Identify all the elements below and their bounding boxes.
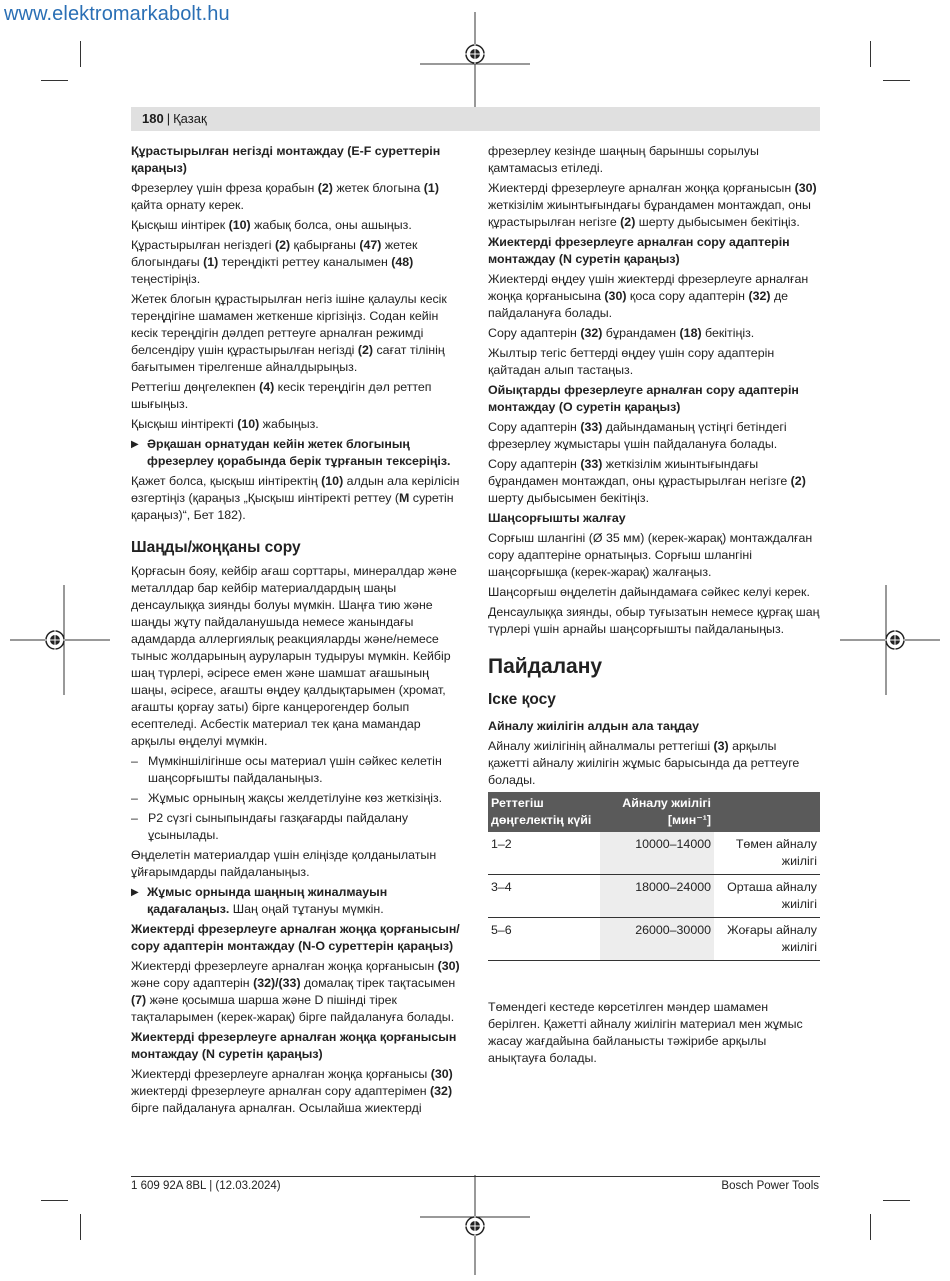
speed-table <box>488 792 820 961</box>
paragraph: Сорғыш шлангіні (Ø 35 мм) (керек-жарақ) монтаждалған сору адаптеріне орнатыңыз. Сорғыш шлангіні шаңсорғышқа (керек-жарақ) жалғаңыз. <box>488 531 813 579</box>
table-cell: Төмен айналу жиілігі <box>714 832 820 875</box>
section-title: Шаңсорғышты жалғау <box>488 511 626 525</box>
crop-mark <box>883 80 910 81</box>
table-row <box>488 918 820 961</box>
page-number: 180 <box>142 111 164 126</box>
left-column <box>131 143 464 1120</box>
paragraph: Жиектерді фрезерлеуге арналған жоңқа қорғанысы (30) жиектерді фрезерлеуге арналған сору адаптерімен (32) бірге пайдалануға арналған. Осылайша жиектерді <box>131 1067 453 1115</box>
registration-mark-icon <box>420 12 530 112</box>
crop-mark <box>80 1214 81 1240</box>
footer-doc-id: 1 609 92A 8BL | (12.03.2024) <box>131 1180 281 1192</box>
paragraph: фрезерлеу кезінде шаңның барыншы сорылуы қамтамасыз етіледі. <box>488 144 759 175</box>
table-cell: 1–2 <box>488 832 600 875</box>
crop-mark <box>41 1200 68 1201</box>
section-heading: Шаңды/жоңқаны сору <box>131 539 301 556</box>
warning-text: Әрқашан орнатудан кейін жетек блогының фрезерлеу қорабында берік тұрғанын тексеріңіз. <box>147 437 451 468</box>
paragraph: Қажет болса, қысқыш иінтіректің (10) алдын ала керілісін өзгертіңіз (қараңыз „Қысқыш иінтіректі реттеу (M суретін қараңыз)“, Бет 182). <box>131 474 460 522</box>
paragraph: Сору адаптерін (32) бұрандамен (18) бекітіңіз. <box>488 326 755 340</box>
registration-mark-icon <box>10 585 110 695</box>
table-header-row <box>488 792 820 832</box>
paragraph: Сору адаптерін (33) жеткізілім жиынтығындағы бұрандамен монтаждап, оны құрастырылған негізге (2) шерту дыбысымен бекітіңіз. <box>488 457 806 505</box>
paragraph: Жиектерді өңдеу үшін жиектерді фрезерлеуге арналған жоңқа қорғанысына (30) қоса сору адаптерін (32) де пайдалануға болады. <box>488 272 809 320</box>
table-cell: 3–4 <box>488 875 600 918</box>
warning-note <box>131 884 464 918</box>
section-title: Айналу жиілігін алдын ала таңдау <box>488 719 699 733</box>
paragraph: Реттегіш дөңгелекпен (4) кесік тереңдігін дәл реттеп шығыңыз. <box>131 380 432 411</box>
paragraph: Төмендегі кестеде көрсетілген мәндер шамамен берілген. Қажетті айналу жиілігін материал мен жұмыс жасау жағдайына байланысты тәжірибе арқылы анықтауға болады. <box>488 1000 803 1065</box>
right-column <box>488 143 820 1070</box>
triangle-bullet-icon: ▶ <box>131 887 139 898</box>
section-title: Құрастырылған негізді монтаждау (E-F суреттерін қараңыз) <box>131 144 441 175</box>
warning-note <box>131 436 464 470</box>
paragraph: Шаңсорғыш өңделетін дайындамаға сәйкес келуі керек. <box>488 585 810 599</box>
table-header-cell <box>714 792 820 832</box>
table-cell: Жоғары айналу жиілігі <box>714 918 820 961</box>
registration-mark-icon <box>420 1175 530 1275</box>
warning-text: Жұмыс орнында шаңның жиналмауын қадағалаңыз. Шаң оңай тұтануы мүмкін. <box>147 885 388 916</box>
section-title: Жиектерді фрезерлеуге арналған сору адаптерін монтаждау (N суретін қараңыз) <box>488 235 790 266</box>
crop-mark <box>41 80 68 81</box>
paragraph: Жиектерді фрезерлеуге арналған жоңқа қорғанысын (30) жеткізілім жиынтығындағы бұрандамен монтаждап, оны құрастырылған негізге (2) шерту дыбысымен бекітіңіз. <box>488 181 817 229</box>
list-item: – Мүмкіншілігінше осы материал үшін сәйкес келетін шаңсорғышты пайдаланыңыз. <box>131 754 442 785</box>
paragraph: Денсаулыққа зиянды, обыр туғызатын немесе құрғақ шаң түрлері үшін арнайы шаңсорғышты пайдаланыңыз. <box>488 605 820 636</box>
paragraph: Жиектерді фрезерлеуге арналған жоңқа қорғанысын (30) және сору адаптерін (32)/(33) домалақ тірек тақтасымен (7) және қосымша шарша және D пішінді тірек тақталарымен (керек-жарақ) бірге пайдалануға болады. <box>131 959 460 1024</box>
table-cell: Орташа айналу жиілігі <box>714 875 820 918</box>
paragraph: Қысқыш иінтірек (10) жабық болса, оны ашыңыз. <box>131 218 412 232</box>
paragraph: Құрастырылған негіздегі (2) қабырғаны (47) жетек блогындағы (1) тереңдікті реттеу каналымен (48) теңестіріңіз. <box>131 238 418 286</box>
section-title: Жиектерді фрезерлеуге арналған жоңқа қорғанысын монтаждау (N суретін қараңыз) <box>131 1030 457 1061</box>
registration-mark-icon <box>840 585 940 695</box>
watermark-url[interactable]: www.elektromarkabolt.hu <box>4 3 230 25</box>
footer-rule <box>131 1176 820 1177</box>
section-title: Ойықтарды фрезерлеуге арналған сору адаптерін монтаждау (O суретін қараңыз) <box>488 383 799 414</box>
list-item: – Жұмыс орнының жақсы желдетілуіне көз жеткізіңіз. <box>131 791 443 805</box>
paragraph: Қорғасын бояу, кейбір ағаш сорттары, минералдар және металлдар бар кейбір материалдардың шаңы денсаулыққа зиянды болуы мүмкін. Шаңға тию және шаңды жұту пайдаланушыда немесе жанындағы адамдарда аллергиялық реакцияларды және/немесе тыныс жолдарының ауруларын тудыруы мүмкін. Кейбір шаң түрлері, әсіресе емен және шамшат ағашының шаңы, әсіресе, ағашты өңдеу қалдықтарымен (хромат, ағашты қорғау заты) бірге канцерогендер болып есептеледі. Асбестік материал тек қана мамандар арқылы өңделуі мүмкін. <box>131 564 457 748</box>
table-cell: 26000–30000 <box>600 918 714 961</box>
section-title: Жиектерді фрезерлеуге арналған жоңқа қорғанысын/сору адаптерін монтаждау (N-O суреттерін қараңыз) <box>131 922 460 953</box>
footer-brand: Bosch Power Tools <box>721 1180 819 1192</box>
paragraph: Сору адаптерін (33) дайындаманың үстіңгі бетіндегі фрезерлеу жұмыстары үшін пайдалануға болады. <box>488 420 787 451</box>
chapter-heading: Пайдалану <box>488 655 603 678</box>
paragraph: Жылтыр тегіс беттерді өңдеу үшін сору адаптерін қайтадан алып тастаңыз. <box>488 346 775 377</box>
table-cell: 5–6 <box>488 918 600 961</box>
paragraph: Айналу жиілігінің айналмалы реттегіші (3) арқылы қажетті айналу жиілігін жұмыс барысында да реттеуге болады. <box>488 739 800 787</box>
crop-mark <box>80 41 81 67</box>
header-separator: | <box>166 111 171 126</box>
page-header <box>131 107 820 131</box>
list-item: – P2 сүзгі сыныпындағы газқағарды пайдалану ұсынылады. <box>131 811 409 842</box>
paragraph: Қысқыш иінтіректі (10) жабыңыз. <box>131 417 319 431</box>
language-label: Қазақ <box>173 111 207 126</box>
crop-mark <box>870 41 871 67</box>
section-heading: Іске қосу <box>488 691 556 708</box>
triangle-bullet-icon: ▶ <box>131 439 139 450</box>
table-header-cell: Айналу жиілігі [мин⁻¹] <box>600 792 714 832</box>
paragraph: Жетек блогын құрастырылған негіз ішіне қалаулы кесік тереңдігіне шамамен жеткенше кіргізіңіз. Содан кейін кесік тереңдігін дәлдеп реттеуге арналған режимді белсендіру үшін құрастырылған негізді (2) сағат тілінің бағытымен тірелгенше айналдырыңыз. <box>131 292 447 374</box>
table-row <box>488 832 820 875</box>
crop-mark <box>883 1200 910 1201</box>
table-cell: 10000–14000 <box>600 832 714 875</box>
table-cell: 18000–24000 <box>600 875 714 918</box>
paragraph: Өңделетін материалдар үшін еліңізде қолданылатын ұйғарымдарды пайдаланыңыз. <box>131 848 437 879</box>
paragraph: Фрезерлеу үшін фреза қорабын (2) жетек блогына (1) қайта орнату керек. <box>131 181 439 212</box>
table-row <box>488 875 820 918</box>
table-header-cell: Реттегіш дөңгелектің күйі <box>488 792 600 832</box>
crop-mark <box>870 1214 871 1240</box>
